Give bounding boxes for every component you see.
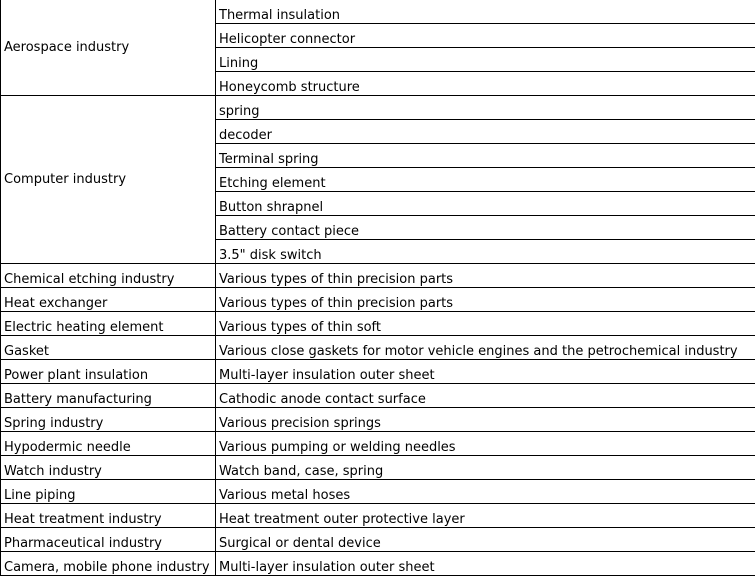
table-row (1, 480, 755, 504)
table-row (1, 336, 755, 360)
use-cell: Various pumping or welding needles (216, 432, 755, 456)
industry-cell: Heat treatment industry (1, 504, 216, 528)
industry-cell: Computer industry (1, 96, 216, 264)
use-cell: Button shrapnel (216, 192, 755, 216)
industry-cell: Gasket (1, 336, 216, 360)
industry-cell: Hypodermic needle (1, 432, 216, 456)
industry-cell: Pharmaceutical industry (1, 528, 216, 552)
use-cell: Multi-layer insulation outer sheet (216, 552, 755, 576)
industry-cell: Camera, mobile phone industry (1, 552, 216, 576)
table-row (1, 432, 755, 456)
industry-cell: Chemical etching industry (1, 264, 216, 288)
table-row (1, 288, 755, 312)
table-row (1, 528, 755, 552)
use-cell: Various metal hoses (216, 480, 755, 504)
industry-cell: Battery manufacturing (1, 384, 216, 408)
use-cell: Terminal spring (216, 144, 755, 168)
industry-cell: Electric heating element (1, 312, 216, 336)
use-cell: Watch band, case, spring (216, 456, 755, 480)
use-cell: Various precision springs (216, 408, 755, 432)
table-row (1, 312, 755, 336)
use-cell: decoder (216, 120, 755, 144)
table-row (1, 264, 755, 288)
table-row (1, 408, 755, 432)
use-cell: Battery contact piece (216, 216, 755, 240)
table-row (1, 552, 755, 576)
use-cell: Multi-layer insulation outer sheet (216, 360, 755, 384)
use-cell: Cathodic anode contact surface (216, 384, 755, 408)
industry-cell: Power plant insulation (1, 360, 216, 384)
use-cell: Various close gaskets for motor vehicle engines and the petrochemical industry (216, 336, 755, 360)
use-cell: spring (216, 96, 755, 120)
use-cell: Heat treatment outer protective layer (216, 504, 755, 528)
use-cell: Helicopter connector (216, 24, 755, 48)
use-cell: Various types of thin precision parts (216, 288, 755, 312)
table-row (1, 360, 755, 384)
industry-cell: Line piping (1, 480, 216, 504)
use-cell: Various types of thin precision parts (216, 264, 755, 288)
industry-cell: Heat exchanger (1, 288, 216, 312)
table-row (1, 96, 755, 120)
industry-cell: Spring industry (1, 408, 216, 432)
table-row (1, 456, 755, 480)
use-cell: Surgical or dental device (216, 528, 755, 552)
industry-cell: Aerospace industry (1, 0, 216, 96)
use-cell: Thermal insulation (216, 0, 755, 24)
use-cell: 3.5" disk switch (216, 240, 755, 264)
table-row (1, 0, 755, 24)
table-row (1, 504, 755, 528)
table-row (1, 384, 755, 408)
industry-cell: Watch industry (1, 456, 216, 480)
use-cell: Honeycomb structure (216, 72, 755, 96)
use-cell: Lining (216, 48, 755, 72)
use-cell: Etching element (216, 168, 755, 192)
use-cell: Various types of thin soft (216, 312, 755, 336)
